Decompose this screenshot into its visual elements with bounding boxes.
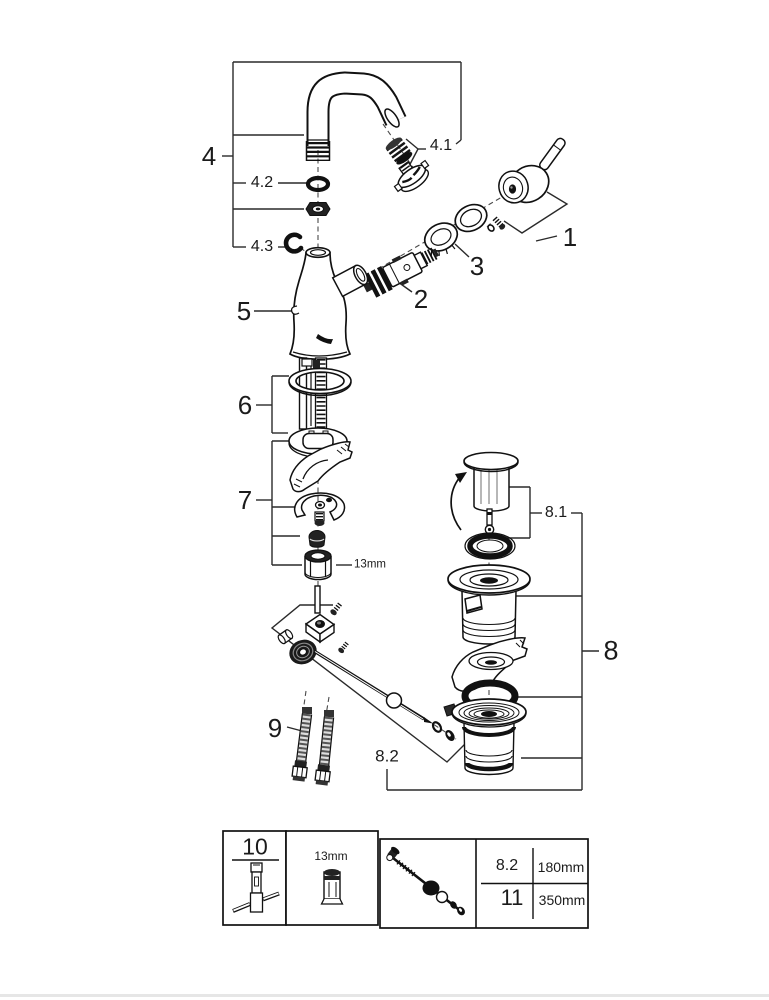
supply-hoses-drawing: [292, 707, 334, 786]
callout-7: 7: [237, 485, 253, 515]
clip-drawing: [286, 235, 301, 252]
clamp-drawing: [295, 493, 345, 526]
page-bottom-divider: [0, 994, 769, 997]
set-screw-drawing: [487, 216, 507, 232]
callout-8-2: 8.2: [375, 746, 399, 766]
socket-drawing: [322, 869, 343, 904]
legend-row-1-length: 350mm: [538, 892, 586, 908]
legend-tool-number: 10: [242, 833, 268, 860]
callout-4: 4: [201, 141, 217, 171]
callout-9: 9: [267, 713, 283, 743]
legend-row-0-part: 8.2: [495, 857, 519, 874]
callout-5: 5: [236, 296, 252, 326]
aerator-drawing: [384, 135, 435, 198]
handle-drawing: [495, 137, 566, 210]
callout-6: 6: [237, 390, 253, 420]
seat-ring-drawing: [465, 533, 515, 559]
body-drawing: [290, 248, 370, 360]
callout-1: 1: [562, 222, 578, 252]
callout-4-2: 4.2: [250, 174, 274, 191]
spout-nut-drawing: [306, 203, 330, 216]
callout-13mm: 13mm: [354, 558, 386, 571]
popup-plug-drawing: [451, 453, 518, 534]
drain-body-drawing: [444, 699, 526, 775]
legend-boxes: [223, 831, 588, 928]
drain-flange-drawing: [448, 565, 530, 644]
legend-row-0-length: 180mm: [537, 859, 585, 875]
legend-socket-size: 13mm: [314, 849, 348, 863]
callout-8: 8: [603, 635, 619, 666]
callout-4-1: 4.1: [429, 137, 453, 154]
hex-nut-13mm-drawing: [305, 550, 331, 580]
pin-drawing: [315, 586, 320, 613]
callout-4-3: 4.3: [250, 238, 274, 255]
legend-row-1-part: 11: [500, 885, 524, 910]
cartridge-drawing: [359, 240, 444, 302]
lift-rod-drawing: [314, 651, 457, 743]
dome-nut-drawing: [309, 531, 325, 548]
callout-2: 2: [413, 284, 429, 314]
callout-3: 3: [469, 251, 485, 281]
callout-8-1: 8.1: [544, 504, 568, 521]
